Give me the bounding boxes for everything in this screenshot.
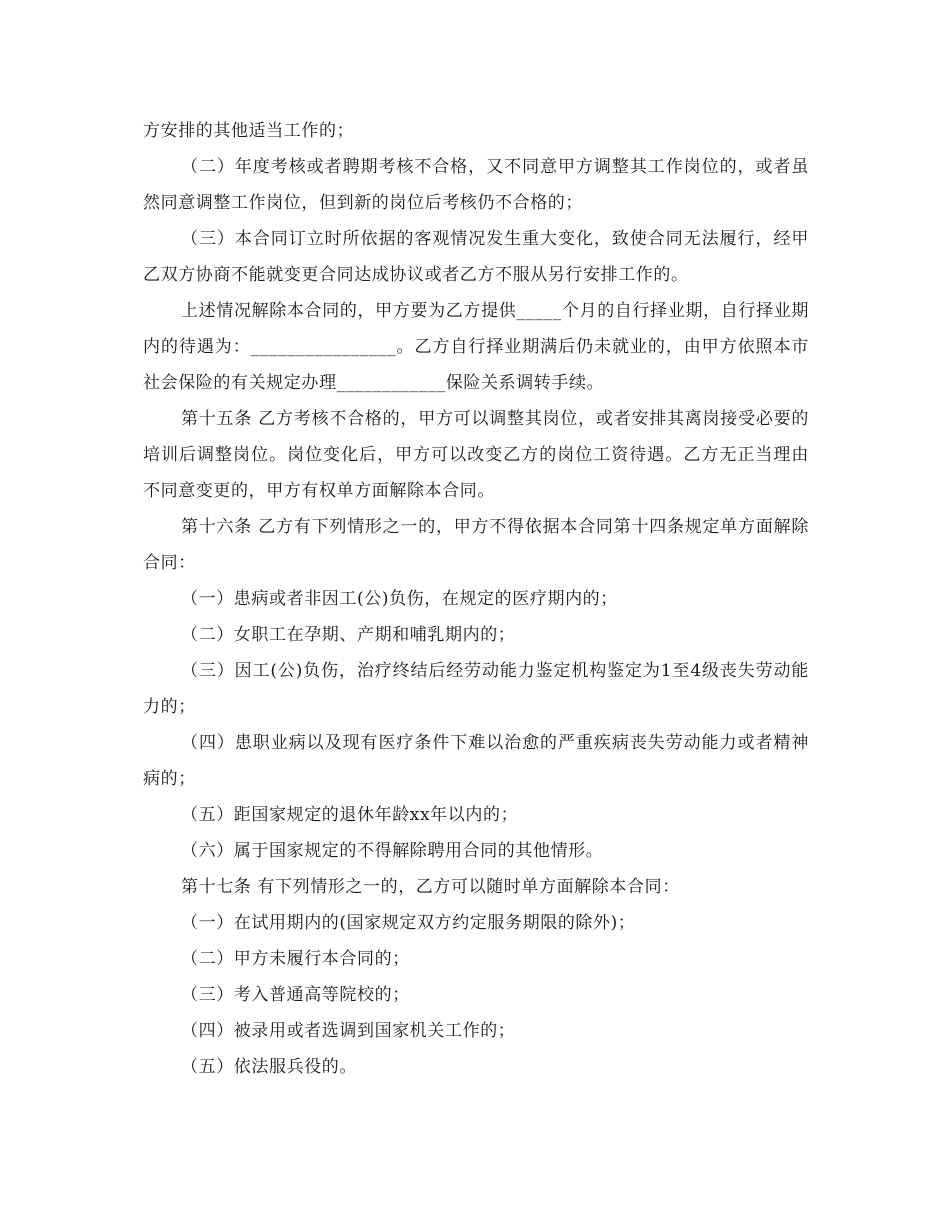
- paragraph-article-15: 第十五条 乙方考核不合格的，甲方可以调整其岗位，或者安排其离岗接受必要的培训后调整岗位。岗位变化后，甲方可以改变乙方的岗位工资待遇。乙方无正当理由不同意变更的，甲方有权单方面解除本合同。: [143, 409, 809, 501]
- list-item-17-5: （五）依法服兵役的。: [181, 1057, 357, 1077]
- list-item-17-1: （一）在试用期内的(国家规定双方约定服务期限的除外)；: [181, 913, 636, 933]
- document-body: [143, 113, 809, 1085]
- list-item-16-6: （六）属于国家规定的不得解除聘用合同的其他情形。: [181, 841, 604, 861]
- list-item-16-1: （一）患病或者非因工(公)负伤，在规定的医疗期内的；: [181, 589, 618, 609]
- list-item-16-3: （三）因工(公)负伤，治疗终结后经劳动能力鉴定机构鉴定为1至4级丧失劳动能力的；: [143, 661, 809, 717]
- paragraph-clause-3: （三）本合同订立时所依据的客观情况发生重大变化，致使合同无法履行，经甲乙双方协商不能就变更合同达成协议或者乙方不服从另行安排工作的。: [143, 229, 809, 285]
- list-item-17-3: （三）考入普通高等院校的；: [181, 985, 410, 1005]
- list-item-16-5: （五）距国家规定的退休年龄xx年以内的；: [181, 805, 519, 825]
- list-item-16-4: （四）患职业病以及现有医疗条件下难以治愈的严重疾病丧失劳动能力或者精神病的；: [143, 733, 809, 789]
- list-item-17-2: （二）甲方未履行本合同的；: [181, 949, 410, 969]
- paragraph-clause-2: （二）年度考核或者聘期考核不合格，又不同意甲方调整其工作岗位的，或者虽然同意调整工作岗位，但到新的岗位后考核仍不合格的；: [143, 157, 809, 213]
- paragraph-article-17: 第十七条 有下列情形之一的，乙方可以随时单方面解除本合同：: [181, 877, 680, 897]
- paragraph-job-search-period: 上述情况解除本合同的，甲方要为乙方提供_____个月的自行择业期，自行择业期内的待遇为：________________。乙方自行择业期满后仍未就业的，由甲方依照本市社会保险的有关规定办理____________保险关系调转手续。: [143, 301, 809, 393]
- paragraph-article-16: 第十六条 乙方有下列情形之一的，甲方不得依据本合同第十四条规定单方面解除合同：: [143, 517, 809, 573]
- paragraph-continuation: 方安排的其他适当工作的；: [143, 121, 355, 141]
- list-item-16-2: （二）女职工在孕期、产期和哺乳期内的；: [181, 625, 516, 645]
- list-item-17-4: （四）被录用或者选调到国家机关工作的；: [181, 1021, 516, 1041]
